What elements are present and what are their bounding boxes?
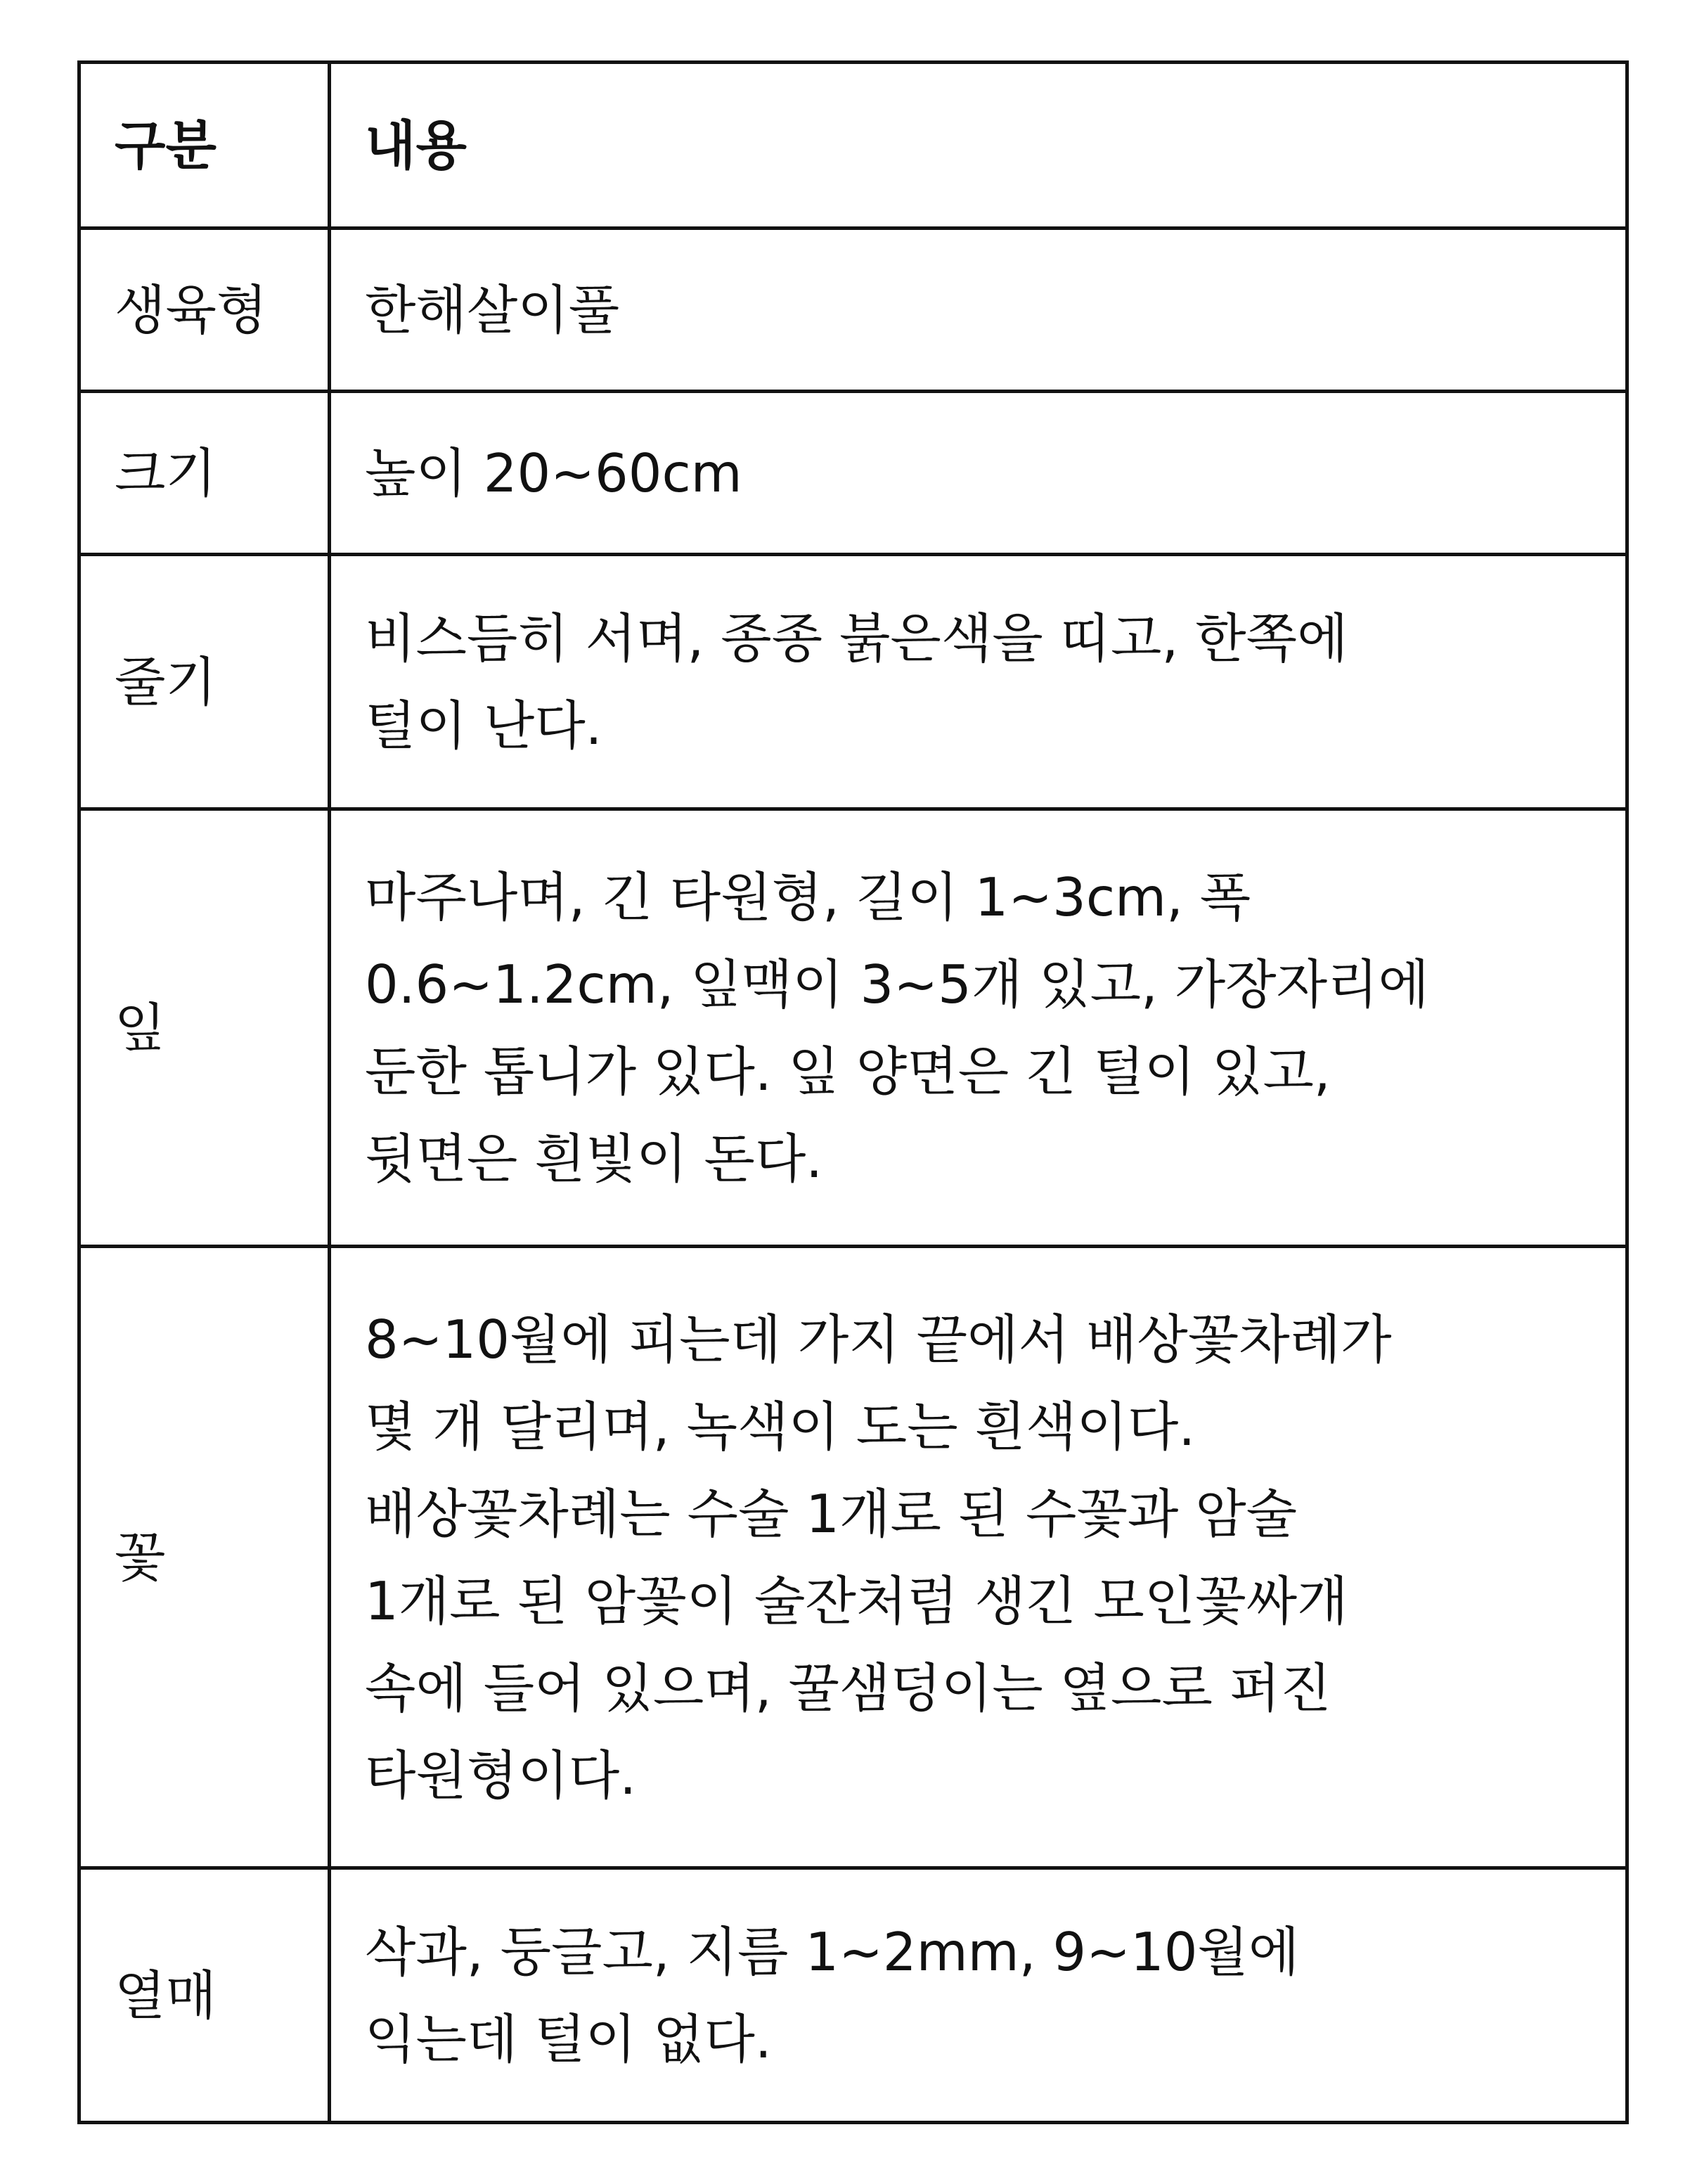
content-line: 둔한 톱니가 있다. 잎 양면은 긴 털이 있고, (365, 1040, 1331, 1103)
row-content (330, 229, 1627, 392)
row-content (330, 1247, 1627, 1868)
row-content (330, 392, 1627, 555)
header-category: 구분 (79, 63, 330, 229)
row-content (330, 555, 1627, 809)
table-row (79, 1247, 1627, 1868)
content-line: 털이 난다. (365, 694, 602, 757)
content-line: 배상꽃차례는 수술 1개로 된 수꽃과 암술 (365, 1482, 1298, 1545)
row-content (330, 809, 1627, 1247)
content-line: 뒷면은 흰빛이 돈다. (365, 1127, 823, 1190)
content-line: 한해살이풀 (365, 278, 620, 341)
content-line: 마주나며, 긴 타원형, 길이 1~3cm, 폭 (365, 866, 1251, 928)
row-category: 잎 (79, 809, 330, 1247)
content-line: 몇 개 달리며, 녹색이 도는 흰색이다. (365, 1395, 1196, 1458)
content-line: 타원형이다. (365, 1744, 637, 1806)
row-category: 생육형 (79, 229, 330, 392)
content-line: 8~10월에 피는데 가지 끝에서 배상꽃차례가 (365, 1308, 1392, 1370)
row-content (330, 1868, 1627, 2123)
table-row (79, 809, 1627, 1247)
row-category: 열매 (79, 1868, 330, 2123)
header-content: 내용 (330, 63, 1627, 229)
content-line: 속에 들어 있으며, 꿀샘덩이는 옆으로 퍼진 (365, 1657, 1331, 1719)
row-category: 크기 (79, 392, 330, 555)
table-row (79, 229, 1627, 392)
table-row (79, 555, 1627, 809)
table-header-row (79, 63, 1627, 229)
row-category: 꽃 (79, 1247, 330, 1868)
row-category: 줄기 (79, 555, 330, 809)
content-line: 비스듬히 서며, 종종 붉은색을 띠고, 한쪽에 (365, 607, 1348, 669)
table-row (79, 1868, 1627, 2123)
content-line: 1개로 된 암꽃이 술잔처럼 생긴 모인꽃싸개 (365, 1569, 1348, 1632)
content-line: 0.6~1.2cm, 잎맥이 3~5개 있고, 가장자리에 (365, 953, 1429, 1015)
content-line: 높이 20~60cm (365, 442, 742, 504)
plant-info-table (77, 60, 1629, 2124)
content-line: 삭과, 둥글고, 지름 1~2mm, 9~10월에 (365, 1920, 1300, 1983)
content-line: 익는데 털이 없다. (365, 2008, 772, 2070)
table-row (79, 392, 1627, 555)
